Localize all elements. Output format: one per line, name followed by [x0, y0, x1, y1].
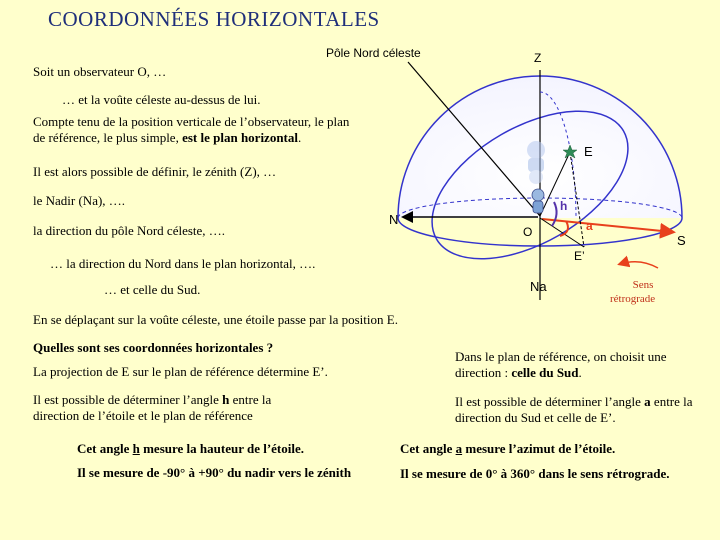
question-heading: Quelles sont ses coordonnées horizontales ?: [33, 340, 274, 355]
intro-vault: … et la voûte céleste au-dessus de lui.: [62, 92, 261, 107]
left-range: Il se mesure de -90° à +90° du nadir vers le zénith: [77, 465, 352, 480]
star-label: E: [584, 144, 593, 159]
projection-label: E’: [574, 249, 585, 263]
retrograde-label-1: Sens: [632, 279, 654, 291]
azimuth-label: a: [586, 219, 593, 233]
nadir-label: Na: [530, 279, 547, 294]
intro-zenith: Il est alors possible de définir, le zénith (Z), …: [33, 164, 277, 179]
zenith-label: Z: [534, 51, 542, 65]
left-angle: Il est possible de déterminer l’angle h entre la direction de l’étoile et le plan de référence: [33, 392, 272, 423]
page-title: COORDONNÉES HORIZONTALES: [48, 7, 380, 31]
intro-star-move: En se déplaçant sur la voûte céleste, une étoile passe par la position E.: [33, 312, 398, 327]
intro-pole: la direction du pôle Nord céleste, ….: [33, 223, 226, 238]
left-projection: La projection de E sur le plan de référence détermine E’.: [33, 364, 328, 379]
intro-north: … la direction du Nord dans le plan horizontal, ….: [50, 256, 316, 271]
south-axis: [542, 219, 672, 232]
intro-nadir: le Nadir (Na), ….: [33, 193, 126, 208]
north-label: N: [389, 212, 399, 227]
right-direction: Dans le plan de référence, on choisit une direction : celle du Sud.: [455, 349, 667, 380]
retrograde-label-2: rétrograde: [610, 293, 656, 305]
right-conclusion: Cet angle a mesure l’azimut de l’étoile.: [400, 441, 616, 456]
intro-observer: Soit un observateur O, …: [33, 64, 167, 79]
figure-ghost-icon: [527, 141, 545, 184]
pole-label: Pôle Nord céleste: [326, 46, 421, 60]
height-label: h: [560, 199, 568, 213]
right-angle: Il est possible de déterminer l’angle a entre la direction du Sud et celle de E’.: [455, 394, 693, 425]
right-range: Il se mesure de 0° à 360° dans le sens rétrograde.: [400, 466, 670, 481]
left-conclusion: Cet angle h mesure la hauteur de l’étoile.: [77, 441, 305, 456]
intro-south: … et celle du Sud.: [104, 282, 201, 297]
retrograde-arrow: [620, 262, 658, 268]
intro-plane: Compte tenu de la position verticale de l’observateur, le plan de référence, le plus simple, est le plan horizontal.: [33, 114, 350, 145]
observer-label: O: [523, 225, 533, 239]
south-label: S: [677, 233, 686, 248]
